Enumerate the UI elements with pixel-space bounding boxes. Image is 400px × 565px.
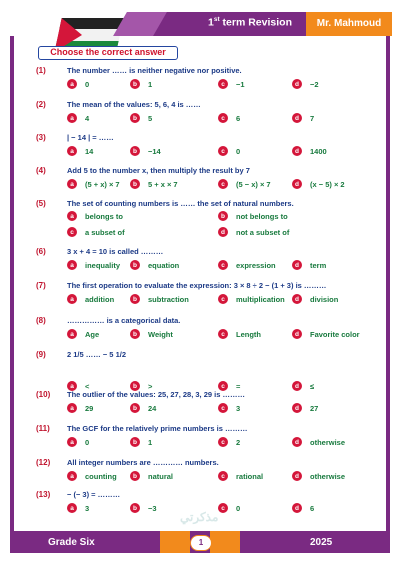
option-text: 0 [236,503,241,513]
question-number: (5) [36,199,46,208]
option-letter-icon: c [218,437,228,447]
option-text: counting [85,471,117,481]
option-text: 24 [148,403,157,413]
option-a[interactable] [67,260,120,270]
frame-right [386,36,390,531]
option-text: multiplication [236,294,285,304]
option-letter-icon: b [130,260,140,270]
option-letter-icon: a [67,471,77,481]
option-letter-icon: d [292,113,302,123]
question-number: (6) [36,247,46,256]
option-letter-icon: d [292,146,302,156]
option-letter-icon: a [67,503,77,513]
option-text: Favorite color [310,329,360,339]
question-text: The first operation to evaluate the expression: 3 × 8 ÷ 2 − (1 + 3) is ……… [67,281,327,290]
question-text: 2 1/5 …… − 5 1/2 [67,350,126,359]
option-text: 0 [85,437,90,447]
option-d[interactable] [292,146,327,156]
option-d[interactable] [292,329,360,339]
question-number: (2) [36,100,46,109]
watermark: مذكرتي [180,510,219,524]
question-text: − (− 3) = ……… [67,490,121,499]
option-text: 0 [85,79,90,89]
option-d[interactable] [292,403,318,413]
author-badge: Mr. Mahmoud [306,12,392,36]
option-text: ≤ [310,381,315,391]
option-c[interactable] [67,227,125,237]
option-text: = [236,381,241,391]
question-text: The mean of the values: 5, 6, 4 is …… [67,100,201,109]
option-d[interactable] [292,79,319,89]
option-b[interactable] [130,403,156,413]
option-letter-icon: a [67,179,77,189]
option-text: rational [236,471,264,481]
option-a[interactable] [67,211,123,221]
option-text: 1 [148,437,153,447]
question-text: …………… is a categorical data. [67,316,181,325]
option-letter-icon: d [292,381,302,391]
option-a[interactable] [67,403,93,413]
option-letter-icon: a [67,79,77,89]
question-number: (4) [36,166,46,175]
option-text: < [85,381,90,391]
option-text: term [310,260,327,270]
option-text: 14 [85,146,94,156]
option-d[interactable] [292,503,314,513]
question-number: (1) [36,66,46,75]
option-letter-icon: b [130,437,140,447]
option-b[interactable] [130,79,152,89]
question-text: The GCF for the relatively prime numbers is ……… [67,424,248,433]
option-text: 1 [148,79,153,89]
option-c[interactable] [218,260,276,270]
option-d[interactable] [292,113,314,123]
question-text: All integer numbers are ………… numbers. [67,458,219,467]
option-text: 2 [236,437,241,447]
question-number: (7) [36,281,46,290]
option-letter-icon: b [130,146,140,156]
option-text: −1 [236,79,245,89]
option-a[interactable] [67,179,120,189]
option-letter-icon: c [218,146,228,156]
option-b[interactable] [130,113,152,123]
option-b[interactable] [130,437,152,447]
option-letter-icon: b [130,403,140,413]
option-text: 6 [310,503,315,513]
option-letter-icon: c [218,260,228,270]
option-text: not belongs to [236,211,288,221]
question-text: The outlier of the values: 25, 27, 28, 3, 29 is ……… [67,390,245,399]
page-number: 1 [190,535,212,551]
option-letter-icon: d [292,294,302,304]
option-text: addition [85,294,115,304]
question-number: (10) [36,390,51,399]
option-text: not a subset of [236,227,290,237]
option-c[interactable] [218,79,245,89]
option-letter-icon: b [130,471,140,481]
option-letter-icon: a [67,437,77,447]
option-d[interactable] [292,381,314,391]
option-text: otherwise [310,437,346,447]
option-text: 5 [148,113,153,123]
option-text: (5 + x) × 7 [85,179,120,189]
option-b[interactable] [130,179,178,189]
question-number: (3) [36,133,46,142]
option-letter-icon: a [67,381,77,391]
option-letter-icon: c [218,381,228,391]
option-letter-icon: b [218,211,228,221]
option-letter-icon: d [292,260,302,270]
option-a[interactable] [67,329,99,339]
option-d[interactable] [292,471,345,481]
page-title: 1st term Revision [208,16,292,29]
option-letter-icon: c [218,113,228,123]
option-letter-icon: d [292,471,302,481]
footer-year: 2025 [310,537,333,548]
option-letter-icon: c [218,403,228,413]
question-text: | − 14 | = …… [67,133,114,142]
option-text: 7 [310,113,315,123]
question-text: The number …… is neither negative nor positive. [67,66,242,75]
option-letter-icon: b [130,113,140,123]
frame-left [10,36,14,531]
question-number: (8) [36,316,46,325]
option-letter-icon: a [67,260,77,270]
option-letter-icon: c [67,227,77,237]
option-text: equation [148,260,180,270]
option-d[interactable] [292,437,345,447]
option-text: natural [148,471,174,481]
option-text: otherwise [310,471,346,481]
option-letter-icon: d [292,79,302,89]
option-letter-icon: a [67,329,77,339]
option-b[interactable] [130,146,161,156]
option-letter-icon: a [67,403,77,413]
option-d[interactable] [292,260,326,270]
option-a[interactable] [67,294,114,304]
option-c[interactable] [218,146,240,156]
option-c[interactable] [218,437,240,447]
option-letter-icon: d [292,503,302,513]
option-a[interactable] [67,146,93,156]
question-number: (13) [36,490,51,499]
option-text: inequality [85,260,121,270]
option-a[interactable] [67,79,89,89]
question-text: 3 x + 4 = 10 is called ……… [67,247,164,256]
option-a[interactable] [67,113,89,123]
option-c[interactable] [218,403,240,413]
footer-accent-right [210,531,240,553]
question-number: (9) [36,350,46,359]
option-letter-icon: a [67,146,77,156]
option-letter-icon: c [218,294,228,304]
option-text: subtraction [148,294,189,304]
option-letter-icon: a [67,113,77,123]
footer-grade: Grade Six [48,537,95,548]
instruction-label: Choose the correct answer [38,46,178,60]
option-text: > [148,381,153,391]
option-letter-icon: a [67,294,77,304]
option-text: Weight [148,329,173,339]
option-b[interactable] [130,471,173,481]
option-letter-icon: c [218,329,228,339]
option-text: 27 [310,403,319,413]
option-text: (x − 5) × 2 [310,179,345,189]
option-d[interactable] [292,294,338,304]
option-text: 1400 [310,146,327,156]
option-a[interactable] [67,471,117,481]
option-c[interactable] [218,294,285,304]
option-a[interactable] [67,437,89,447]
option-d[interactable] [218,227,289,237]
option-text: Length [236,329,261,339]
question-text: The set of counting numbers is …… the set of natural numbers. [67,199,294,208]
option-letter-icon: c [218,179,228,189]
option-letter-icon: c [218,471,228,481]
question-text: Add 5 to the number x, then multiply the result by 7 [67,166,250,175]
option-text: 5 + x × 7 [148,179,178,189]
option-letter-icon: b [130,329,140,339]
option-c[interactable] [218,113,240,123]
option-text: −2 [310,79,319,89]
option-a[interactable] [67,503,89,513]
option-letter-icon: d [218,227,228,237]
option-letter-icon: d [292,329,302,339]
option-letter-icon: d [292,403,302,413]
option-letter-icon: b [130,381,140,391]
footer-accent-left [160,531,190,553]
option-text: belongs to [85,211,123,221]
option-b[interactable] [130,294,189,304]
option-text: 29 [85,403,94,413]
option-letter-icon: c [218,79,228,89]
option-text: 3 [85,503,90,513]
option-text: 6 [236,113,241,123]
option-text: expression [236,260,276,270]
option-b[interactable] [130,260,179,270]
option-text: 0 [236,146,241,156]
option-text: 3 [236,403,241,413]
option-text: division [310,294,339,304]
option-b[interactable] [218,211,288,221]
option-text: −14 [148,146,161,156]
option-text: a subset of [85,227,125,237]
option-d[interactable] [292,179,345,189]
option-text: −3 [148,503,157,513]
option-c[interactable] [218,329,261,339]
option-letter-icon: b [130,294,140,304]
option-letter-icon: d [292,437,302,447]
option-text: 4 [85,113,90,123]
option-text: Age [85,329,100,339]
option-letter-icon: d [292,179,302,189]
option-letter-icon: b [130,79,140,89]
option-b[interactable] [130,503,157,513]
option-c[interactable] [218,471,263,481]
option-letter-icon: b [130,503,140,513]
option-b[interactable] [130,329,173,339]
option-c[interactable] [218,503,240,513]
question-number: (12) [36,458,51,467]
option-text: (5 − x) × 7 [236,179,271,189]
option-letter-icon: b [130,179,140,189]
option-letter-icon: c [218,503,228,513]
question-number: (11) [36,424,50,433]
option-c[interactable] [218,179,271,189]
option-letter-icon: a [67,211,77,221]
